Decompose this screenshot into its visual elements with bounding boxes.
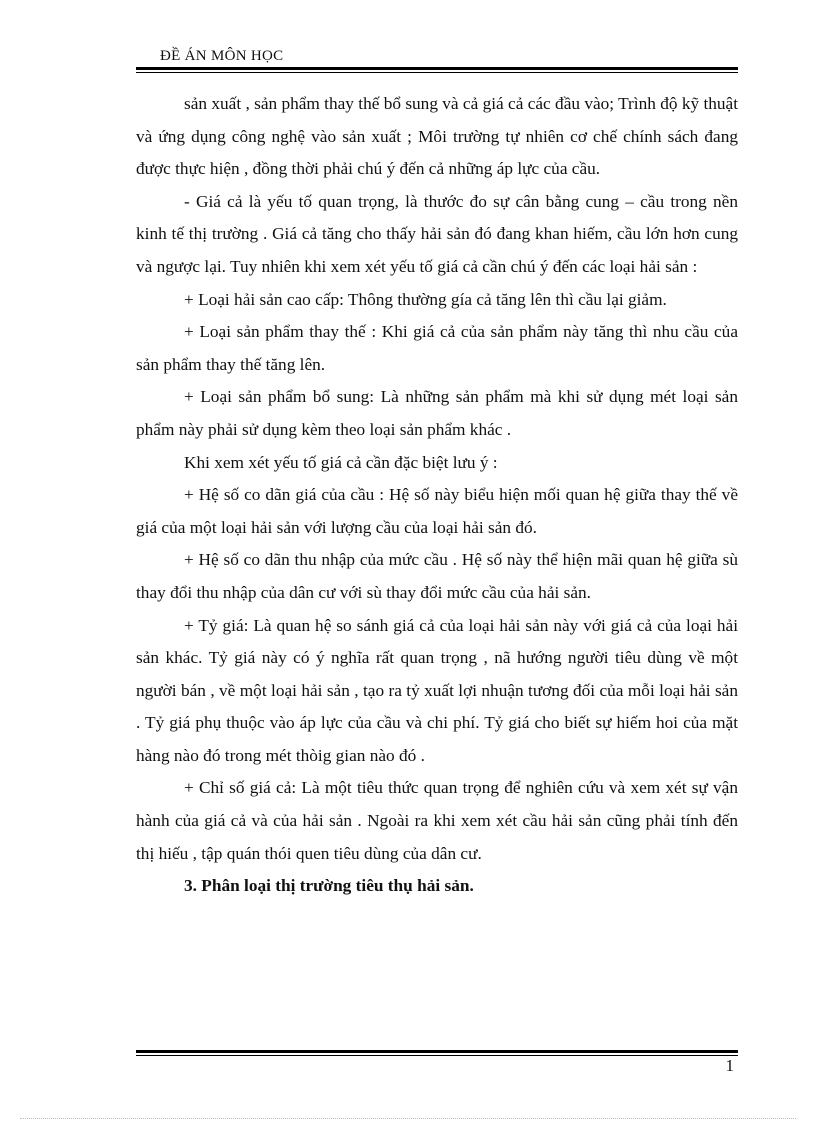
paragraph: + Hệ số co dãn giá của cầu : Hệ số này biểu hiện mối quan hệ giữa thay thế về giá của một loại hải sản với lượng cầu của loại hải sản đó.	[136, 485, 738, 537]
body-text	[136, 88, 738, 903]
header-title: ĐỀ ÁN MÔN HỌC	[160, 48, 284, 64]
page-number: 1	[725, 1056, 734, 1075]
header-rule	[136, 67, 738, 73]
paragraph: + Hệ số co dãn thu nhập của mức cầu . Hệ số này thể hiện mãi quan hệ giữa sù thay đổi thu nhập của dân cư với sù thay đổi mức cầu của hải sản.	[136, 550, 738, 602]
paragraph: Khi xem xét yếu tố giá cả cần đặc biệt lưu ý :	[184, 452, 498, 472]
page-edge-divider	[20, 1118, 796, 1119]
paragraph: + Loại sản phẩm bổ sung: Là những sản phẩm mà khi sử dụng mét loại sản phẩm này phải sử dụng kèm theo loại sản phẩm khác .	[136, 387, 738, 439]
footer-rule	[136, 1050, 738, 1056]
paragraph: + Loại sản phẩm thay thế : Khi giá cả của sản phẩm này tăng thì nhu cầu của sản phẩm thay thế tăng lên.	[136, 322, 738, 374]
paragraph: + Tỷ giá: Là quan hệ so sánh giá cả của loại hải sản này với giá cả của loại hải sản khác. Tỷ giá này có ý nghĩa rất quan trọng , nã hướng người tiêu dùng về một người bán , về một loại hải sản , tạo ra tỷ xuất lợi nhuận tương đối của mỗi loại hải sản . Tỷ giá phụ thuộc vào áp lực của cầu và chi phí. Tỷ giá cho biết sự hiếm hoi của mặt hàng nào đó trong mét thòig gian nào đó .	[136, 615, 738, 765]
section-heading: 3. Phân loại thị trường tiêu thụ hải sản.	[184, 876, 474, 896]
paragraph: + Loại hải sản cao cấp: Thông thường gía cả tăng lên thì cầu lại giảm.	[184, 289, 667, 309]
paragraph: - Giá cả là yếu tố quan trọng, là thước đo sự cân bằng cung – cầu trong nền kinh tế thị trường . Giá cả tăng cho thấy hải sản đó đang khan hiếm, cầu lớn hơn cung và ngược lại. Tuy nhiên khi xem xét yếu tố giá cả cần chú ý đến các loại hải sản :	[136, 191, 738, 276]
paragraph: sản xuất , sản phẩm thay thế bổ sung và cả giá cả các đầu vào; Trình độ kỹ thuật và ứng dụng công nghệ vào sản xuất ; Môi trường tự nhiên cơ chế chính sách đang được thực hiện , đồng thời phải chú ý đến cả những áp lực của cầu.	[136, 94, 738, 179]
paragraph: + Chỉ số giá cả: Là một tiêu thức quan trọng để nghiên cứu và xem xét sự vận hành của giá cả và của hải sản . Ngoài ra khi xem xét cầu hải sản cũng phải tính đến thị hiếu , tập quán thói quen tiêu dùng của dân cư.	[136, 778, 738, 863]
